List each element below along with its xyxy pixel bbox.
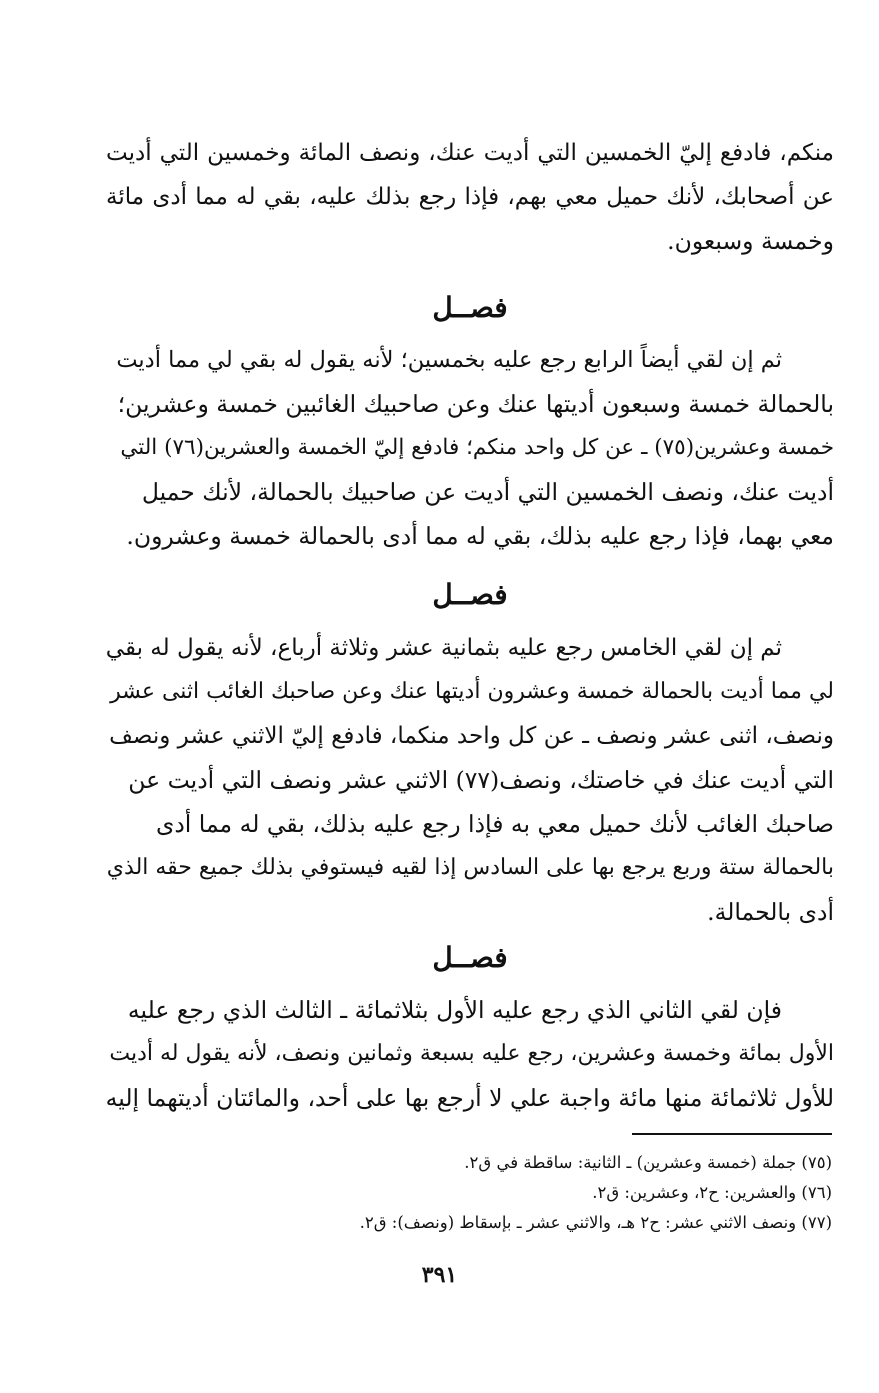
section-heading: فصــل	[432, 941, 508, 974]
footnote: (٧٧) ونصف الاثني عشر: ح٢ هـ، والاثني عشر ـ بإسقاط (ونصف): ق٢.	[359, 1213, 832, 1232]
paragraph	[106, 131, 834, 263]
text-line: فإن لقي الثاني الذي رجع عليه الأول بثلاثمائة ـ الثالث الذي رجع عليه	[127, 996, 782, 1024]
footnote-separator	[632, 1133, 832, 1135]
section-heading: فصــل	[432, 578, 508, 611]
text-line: منكم، فادفع إليّ الخمسين التي أديت عنك، ونصف المائة وخمسين التي أديت	[106, 140, 834, 166]
paragraph	[106, 626, 834, 934]
text-line: للأول ثلاثمائة منها مائة واجبة علي لا أرجع بها على أحد، والمائتان أديتهما إليه	[105, 1084, 834, 1112]
page-number: ٣٩١	[421, 1262, 458, 1288]
paragraph	[106, 988, 834, 1120]
paragraph	[106, 338, 834, 558]
text-line: الأول بمائة وخمسة وعشرين، رجع عليه بسبعة وثمانين ونصف، لأنه يقول له أديت	[109, 1041, 834, 1066]
text-line: ثم إن لقي الخامس رجع عليه بثمانية عشر وثلاثة أرباع، لأنه يقول له بقي	[105, 635, 782, 661]
footnotes	[106, 1148, 832, 1238]
text-line: أديت عنك، ونصف الخمسين التي أديت عن صاحبيك بالحمالة، لأنك حميل	[141, 478, 834, 506]
text-line: وخمسة وسبعون.	[667, 227, 834, 255]
text-line: ونصف، اثنى عشر ونصف ـ عن كل واحد منكما، فادفع إليّ الاثني عشر ونصف	[109, 723, 834, 749]
text-line: ثم إن لقي أيضاً الرابع رجع عليه بخمسين؛ لأنه يقول له بقي لي مما أديت	[116, 347, 782, 373]
footnote: (٧٥) جملة (خمسة وعشرين) ـ الثانية: ساقطة في ق٢.	[464, 1153, 832, 1172]
text-line: بالحمالة ستة وربع يرجع بها على السادس إذا لقيه فيستوفي بذلك جميع حقه الذي	[106, 855, 834, 880]
text-line: خمسة وعشرين(٧٥) ـ عن كل واحد منكم؛ فادفع إليّ الخمسة والعشرين(٧٦) التي	[120, 435, 834, 460]
footnote: (٧٦) والعشرين: ح٢، وعشرين: ق٢.	[592, 1183, 832, 1202]
text-line: لي مما أديت بالحمالة خمسة وعشرون أديتها عنك وعن صاحبك الغائب اثنى عشر	[110, 679, 834, 704]
text-line: بالحمالة خمسة وسبعون أديتها عنك وعن صاحبيك الغائبين خمسة وعشرين؛	[117, 390, 834, 418]
text-line: صاحبك الغائب لأنك حميل معي به فإذا رجع عليه بذلك، بقي له مما أدى	[155, 810, 834, 838]
text-line: عن أصحابك، لأنك حميل معي بهم، فإذا رجع بذلك عليه، بقي له مما أدى مائة	[106, 184, 834, 210]
text-line: معي بهما، فإذا رجع عليه بذلك، بقي له مما أدى بالحمالة خمسة وعشرون.	[126, 522, 834, 550]
text-line: أدى بالحمالة.	[707, 898, 834, 926]
text-line: التي أديت عنك في خاصتك، ونصف(٧٧) الاثني عشر ونصف التي أديت عن	[128, 766, 834, 794]
section-heading: فصــل	[432, 291, 508, 324]
